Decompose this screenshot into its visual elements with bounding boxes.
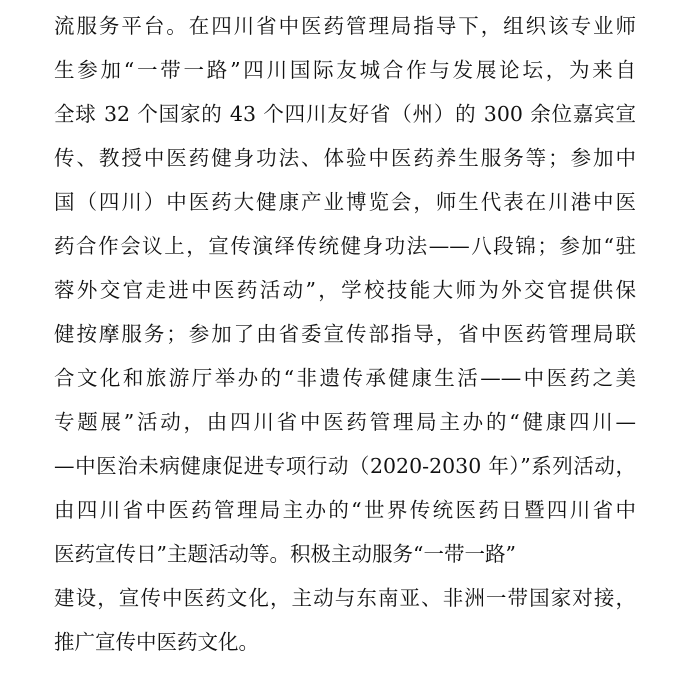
text-line: 推广宣传中医药文化。 bbox=[54, 630, 259, 654]
text-line: 药合作会议上，宣传演绎传统健身功法——八段锦；参加“驻 bbox=[54, 234, 636, 258]
text-line: 专题展”活动，由四川省中医药管理局主办的“健康四川— bbox=[54, 410, 636, 434]
text-line: 全球 32 个国家的 43 个四川友好省（州）的 300 余位嘉宾宣 bbox=[54, 102, 636, 126]
text-line: 医药宣传日”主题活动等。积极主动服务“一带一路” bbox=[54, 542, 516, 566]
text-line: 生参加“一带一路”四川国际友城合作与发展论坛，为来自 bbox=[54, 58, 636, 82]
text-line: —中医治未病健康促进专项行动（2020-2030 年）”系列活动， bbox=[54, 454, 636, 478]
text-line: 蓉外交官走进中医药活动”，学校技能大师为外交官提供保 bbox=[54, 278, 636, 302]
text-line: 建设，宣传中医药文化，主动与东南亚、非洲一带国家对接， bbox=[54, 586, 636, 610]
text-line: 由四川省中医药管理局主办的“世界传统医药日暨四川省中 bbox=[54, 498, 636, 522]
text-line: 传、教授中医药健身功法、体验中医药养生服务等；参加中 bbox=[54, 146, 636, 170]
text-line: 健按摩服务；参加了由省委宣传部指导，省中医药管理局联 bbox=[54, 322, 636, 346]
text-line: 流服务平台。在四川省中医药管理局指导下，组织该专业师 bbox=[54, 14, 636, 38]
text-line: 国（四川）中医药大健康产业博览会，师生代表在川港中医 bbox=[54, 190, 636, 214]
text-line: 合文化和旅游厅举办的“非遗传承健康生活——中医药之美 bbox=[54, 366, 636, 390]
